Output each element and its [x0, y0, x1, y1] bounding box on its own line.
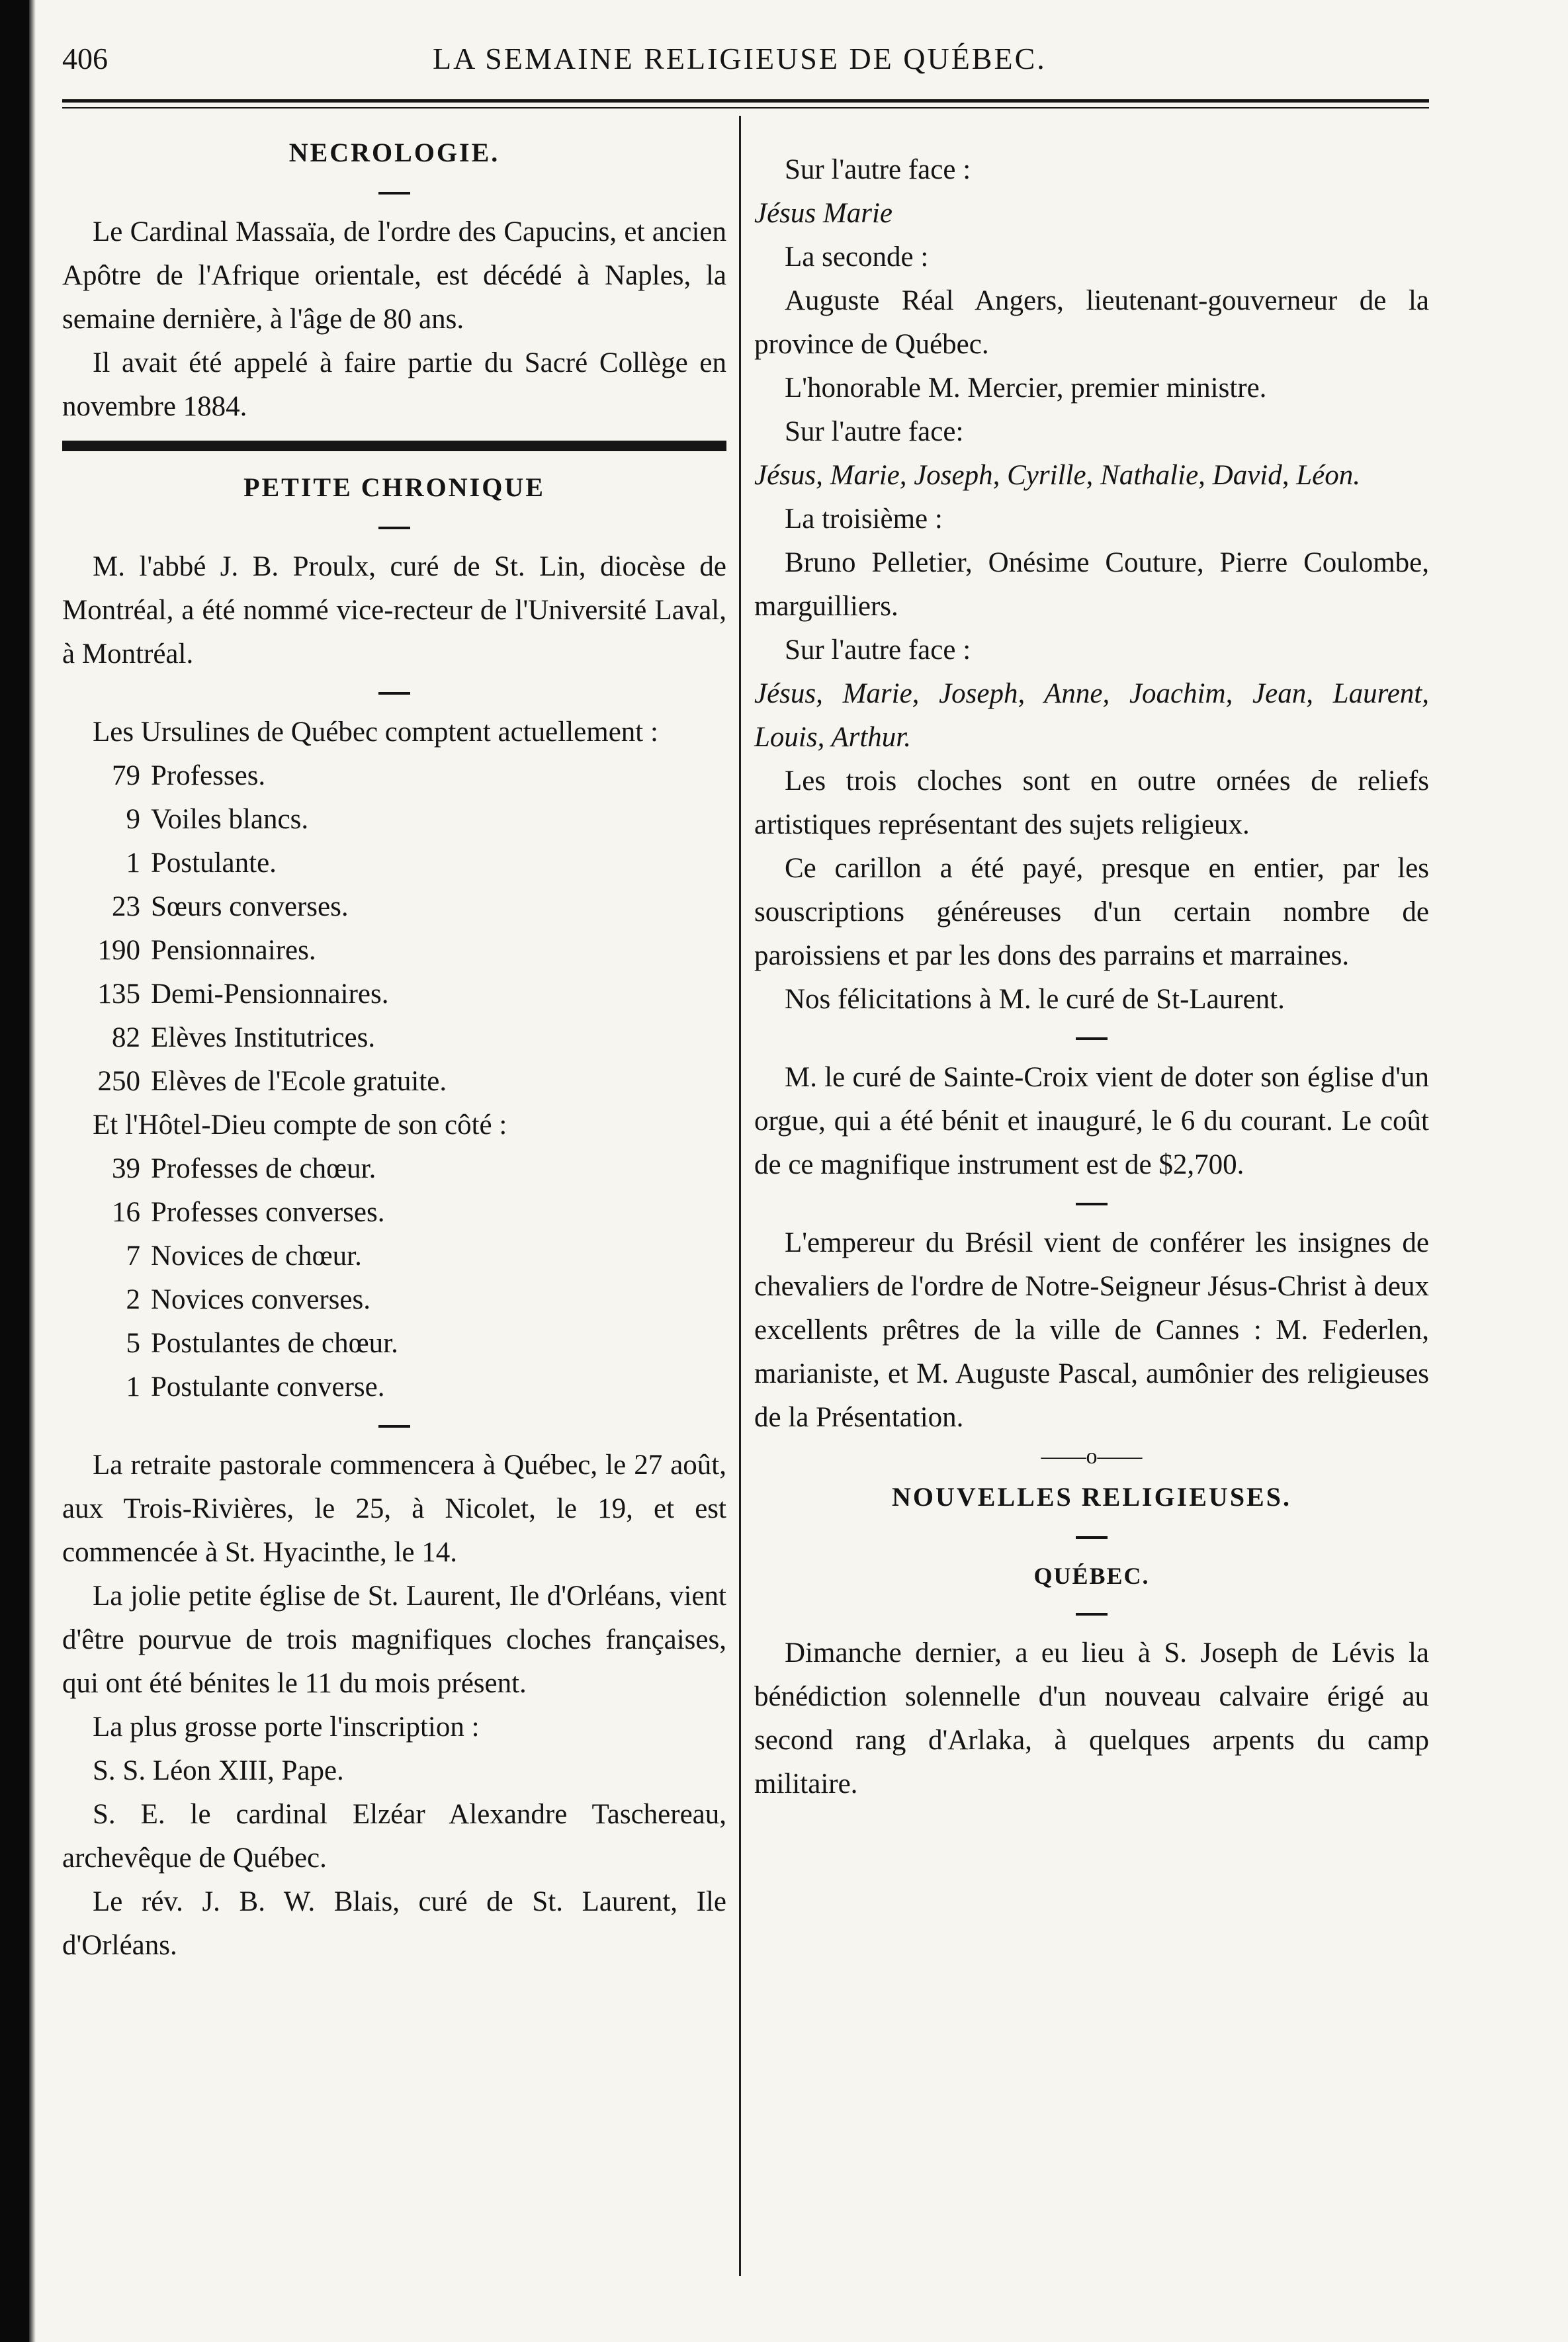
- eglise-paragraph: La jolie petite église de St. Laurent, Ile d'Orléans, vient d'être pourvue de trois magnifiques cloches françaises, qui ont été bénites le 11 du mois présent.: [62, 1581, 726, 1699]
- hotel-dieu-intro: Et l'Hôtel-Dieu compte de son côté :: [93, 1109, 507, 1141]
- necrologie-heading: NECROLOGIE.: [288, 138, 500, 167]
- inscription-line: Auguste Réal Angers, lieutenant-gouverneur de la province de Québec.: [754, 285, 1429, 360]
- page-header: [62, 41, 1436, 94]
- ursulines-intro: Les Ursulines de Québec comptent actuellement :: [93, 716, 658, 748]
- stat-row: [62, 1366, 726, 1409]
- stat-count: 82: [112, 1022, 140, 1053]
- stat-label: Sœurs converses.: [151, 891, 349, 922]
- stat-label: Elèves de l'Ecole gratuite.: [151, 1066, 447, 1097]
- stat-count: 250: [97, 1066, 140, 1097]
- binding-edge: [0, 0, 29, 2342]
- inscription-line: Bruno Pelletier, Onésime Couture, Pierre Coulombe, marguilliers.: [754, 547, 1429, 622]
- separator-dash: [62, 176, 726, 210]
- inscription-names: Jésus Marie: [754, 198, 893, 229]
- separator-dash: [754, 1520, 1429, 1555]
- header-rule-thin: [62, 107, 1429, 108]
- right-column: [754, 148, 1429, 1806]
- bresil-paragraph: L'empereur du Brésil vient de conférer les insignes de chevaliers de l'ordre de Notre-Seigneur Jésus-Christ à deux excellents prêtres de la ville de Cannes : M. Federlen, marianiste, et M. Auguste Pascal, aumônier des religieuses de la Présentation.: [754, 1227, 1429, 1433]
- stat-count: 79: [112, 760, 140, 791]
- stat-row: [62, 842, 726, 885]
- nouvelles-heading: NOUVELLES RELIGIEUSES.: [892, 1482, 1291, 1512]
- carillon-paragraph: Ce carillon a été payé, presque en entier, par les souscriptions généreuses d'un certain nombre de paroissiens et par les dons des parrains et marraines.: [754, 853, 1429, 971]
- inscription-label: Sur l'autre face :: [785, 154, 971, 185]
- stat-row: [62, 1278, 726, 1322]
- separator-dash: [754, 1597, 1429, 1631]
- stat-row: [62, 1147, 726, 1191]
- stat-label: Professes converses.: [151, 1197, 385, 1228]
- stat-label: Pensionnaires.: [151, 935, 316, 966]
- inscription-line: L'honorable M. Mercier, premier ministre.: [785, 372, 1267, 404]
- stat-label: Postulante.: [151, 847, 277, 879]
- necrologie-paragraph: Il avait été appelé à faire partie du Sacré Collège en novembre 1884.: [62, 347, 726, 422]
- stat-row: [62, 1322, 726, 1366]
- stat-label: Elèves Institutrices.: [151, 1022, 376, 1053]
- ornament-divider: ——o——: [1041, 1444, 1143, 1469]
- inscription-names: Jésus, Marie, Joseph, Anne, Joachim, Jean, Laurent, Louis, Arthur.: [754, 678, 1429, 753]
- stat-count: 16: [112, 1197, 140, 1228]
- reliefs-paragraph: Les trois cloches sont en outre ornées de reliefs artistiques représentant des sujets religieux.: [754, 765, 1429, 840]
- ursulines-stats: [62, 754, 726, 1104]
- inscription-label: La troisième :: [785, 503, 943, 535]
- stat-count: 9: [126, 804, 140, 835]
- stat-count: 39: [112, 1153, 140, 1184]
- stat-count: 1: [126, 847, 140, 879]
- ornament-mark: o: [1086, 1444, 1098, 1469]
- column-divider: [739, 116, 741, 2276]
- stat-count: 135: [97, 978, 140, 1010]
- stat-row: [62, 1191, 726, 1235]
- section-rule: [62, 441, 726, 451]
- separator-dash: [754, 1021, 1429, 1056]
- inscription-label: Sur l'autre face:: [785, 416, 964, 447]
- inscription-line: S. E. le cardinal Elzéar Alexandre Taschereau, archevêque de Québec.: [62, 1799, 726, 1874]
- inscription-names: Jésus, Marie, Joseph, Cyrille, Nathalie, David, Léon.: [754, 460, 1360, 491]
- page-number: 406: [62, 42, 108, 75]
- stat-count: 23: [112, 891, 140, 922]
- stat-count: 190: [97, 935, 140, 966]
- retraite-paragraph: La retraite pastorale commencera à Québec, le 27 août, aux Trois-Rivières, le 25, à Nicolet, le 19, et est commencée à St. Hyacinthe, le 14.: [62, 1450, 726, 1568]
- stat-label: Novices de chœur.: [151, 1240, 362, 1272]
- stat-row: [62, 1235, 726, 1278]
- separator-dash: [62, 676, 726, 711]
- hotel-dieu-stats: [62, 1147, 726, 1409]
- quebec-subheading: QUÉBEC.: [1033, 1563, 1150, 1589]
- stat-label: Postulante converse.: [151, 1371, 385, 1403]
- chronique-paragraph: M. l'abbé J. B. Proulx, curé de St. Lin, diocèse de Montréal, a été nommé vice-recteur de l'Université Laval, à Montréal.: [62, 551, 726, 670]
- stat-label: Demi-Pensionnaires.: [151, 978, 389, 1010]
- stat-label: Professes de chœur.: [151, 1153, 376, 1184]
- stat-count: 2: [126, 1284, 140, 1315]
- stat-label: Professes.: [151, 760, 266, 791]
- stat-row: [62, 754, 726, 798]
- stat-row: [62, 885, 726, 929]
- separator-dash: [62, 511, 726, 545]
- felicitations-paragraph: Nos félicitations à M. le curé de St-Laurent.: [785, 984, 1285, 1015]
- stat-count: 7: [126, 1240, 140, 1272]
- header-rule: [62, 99, 1429, 103]
- stat-row: [62, 929, 726, 973]
- inscription-line: Le rév. J. B. W. Blais, curé de St. Laurent, Ile d'Orléans.: [62, 1886, 726, 1961]
- stat-label: Postulantes de chœur.: [151, 1328, 398, 1359]
- inscription-label: La seconde :: [785, 241, 929, 273]
- stat-count: 1: [126, 1371, 140, 1403]
- stat-count: 5: [126, 1328, 140, 1359]
- separator-dash: [754, 1187, 1429, 1221]
- necrologie-paragraph: Le Cardinal Massaïa, de l'ordre des Capucins, et ancien Apôtre de l'Afrique orientale, est décédé à Naples, la semaine dernière, à l'âge de 80 ans.: [62, 216, 726, 335]
- stat-row: [62, 973, 726, 1016]
- inscription-intro: La plus grosse porte l'inscription :: [93, 1712, 480, 1743]
- stat-row: [62, 1016, 726, 1060]
- stat-row: [62, 1060, 726, 1104]
- calvaire-paragraph: Dimanche dernier, a eu lieu à S. Joseph de Lévis la bénédiction solennelle d'un nouveau calvaire érigé au second rang d'Arlaka, à quelques arpents du camp militaire.: [754, 1637, 1429, 1800]
- orgue-paragraph: M. le curé de Sainte-Croix vient de doter son église d'un orgue, qui a été bénit et inauguré, le 6 du courant. Le coût de ce magnifique instrument est de $2,700.: [754, 1062, 1429, 1180]
- inscription-label: Sur l'autre face :: [785, 634, 971, 666]
- running-title: LA SEMAINE RELIGIEUSE DE QUÉBEC.: [433, 42, 1047, 75]
- stat-label: Voiles blancs.: [151, 804, 309, 835]
- chronique-heading: PETITE CHRONIQUE: [243, 472, 545, 502]
- left-column: [62, 130, 726, 1968]
- stat-label: Novices converses.: [151, 1284, 370, 1315]
- stat-row: [62, 798, 726, 842]
- inscription-line: S. S. Léon XIII, Pape.: [93, 1755, 344, 1786]
- separator-dash: [62, 1409, 726, 1444]
